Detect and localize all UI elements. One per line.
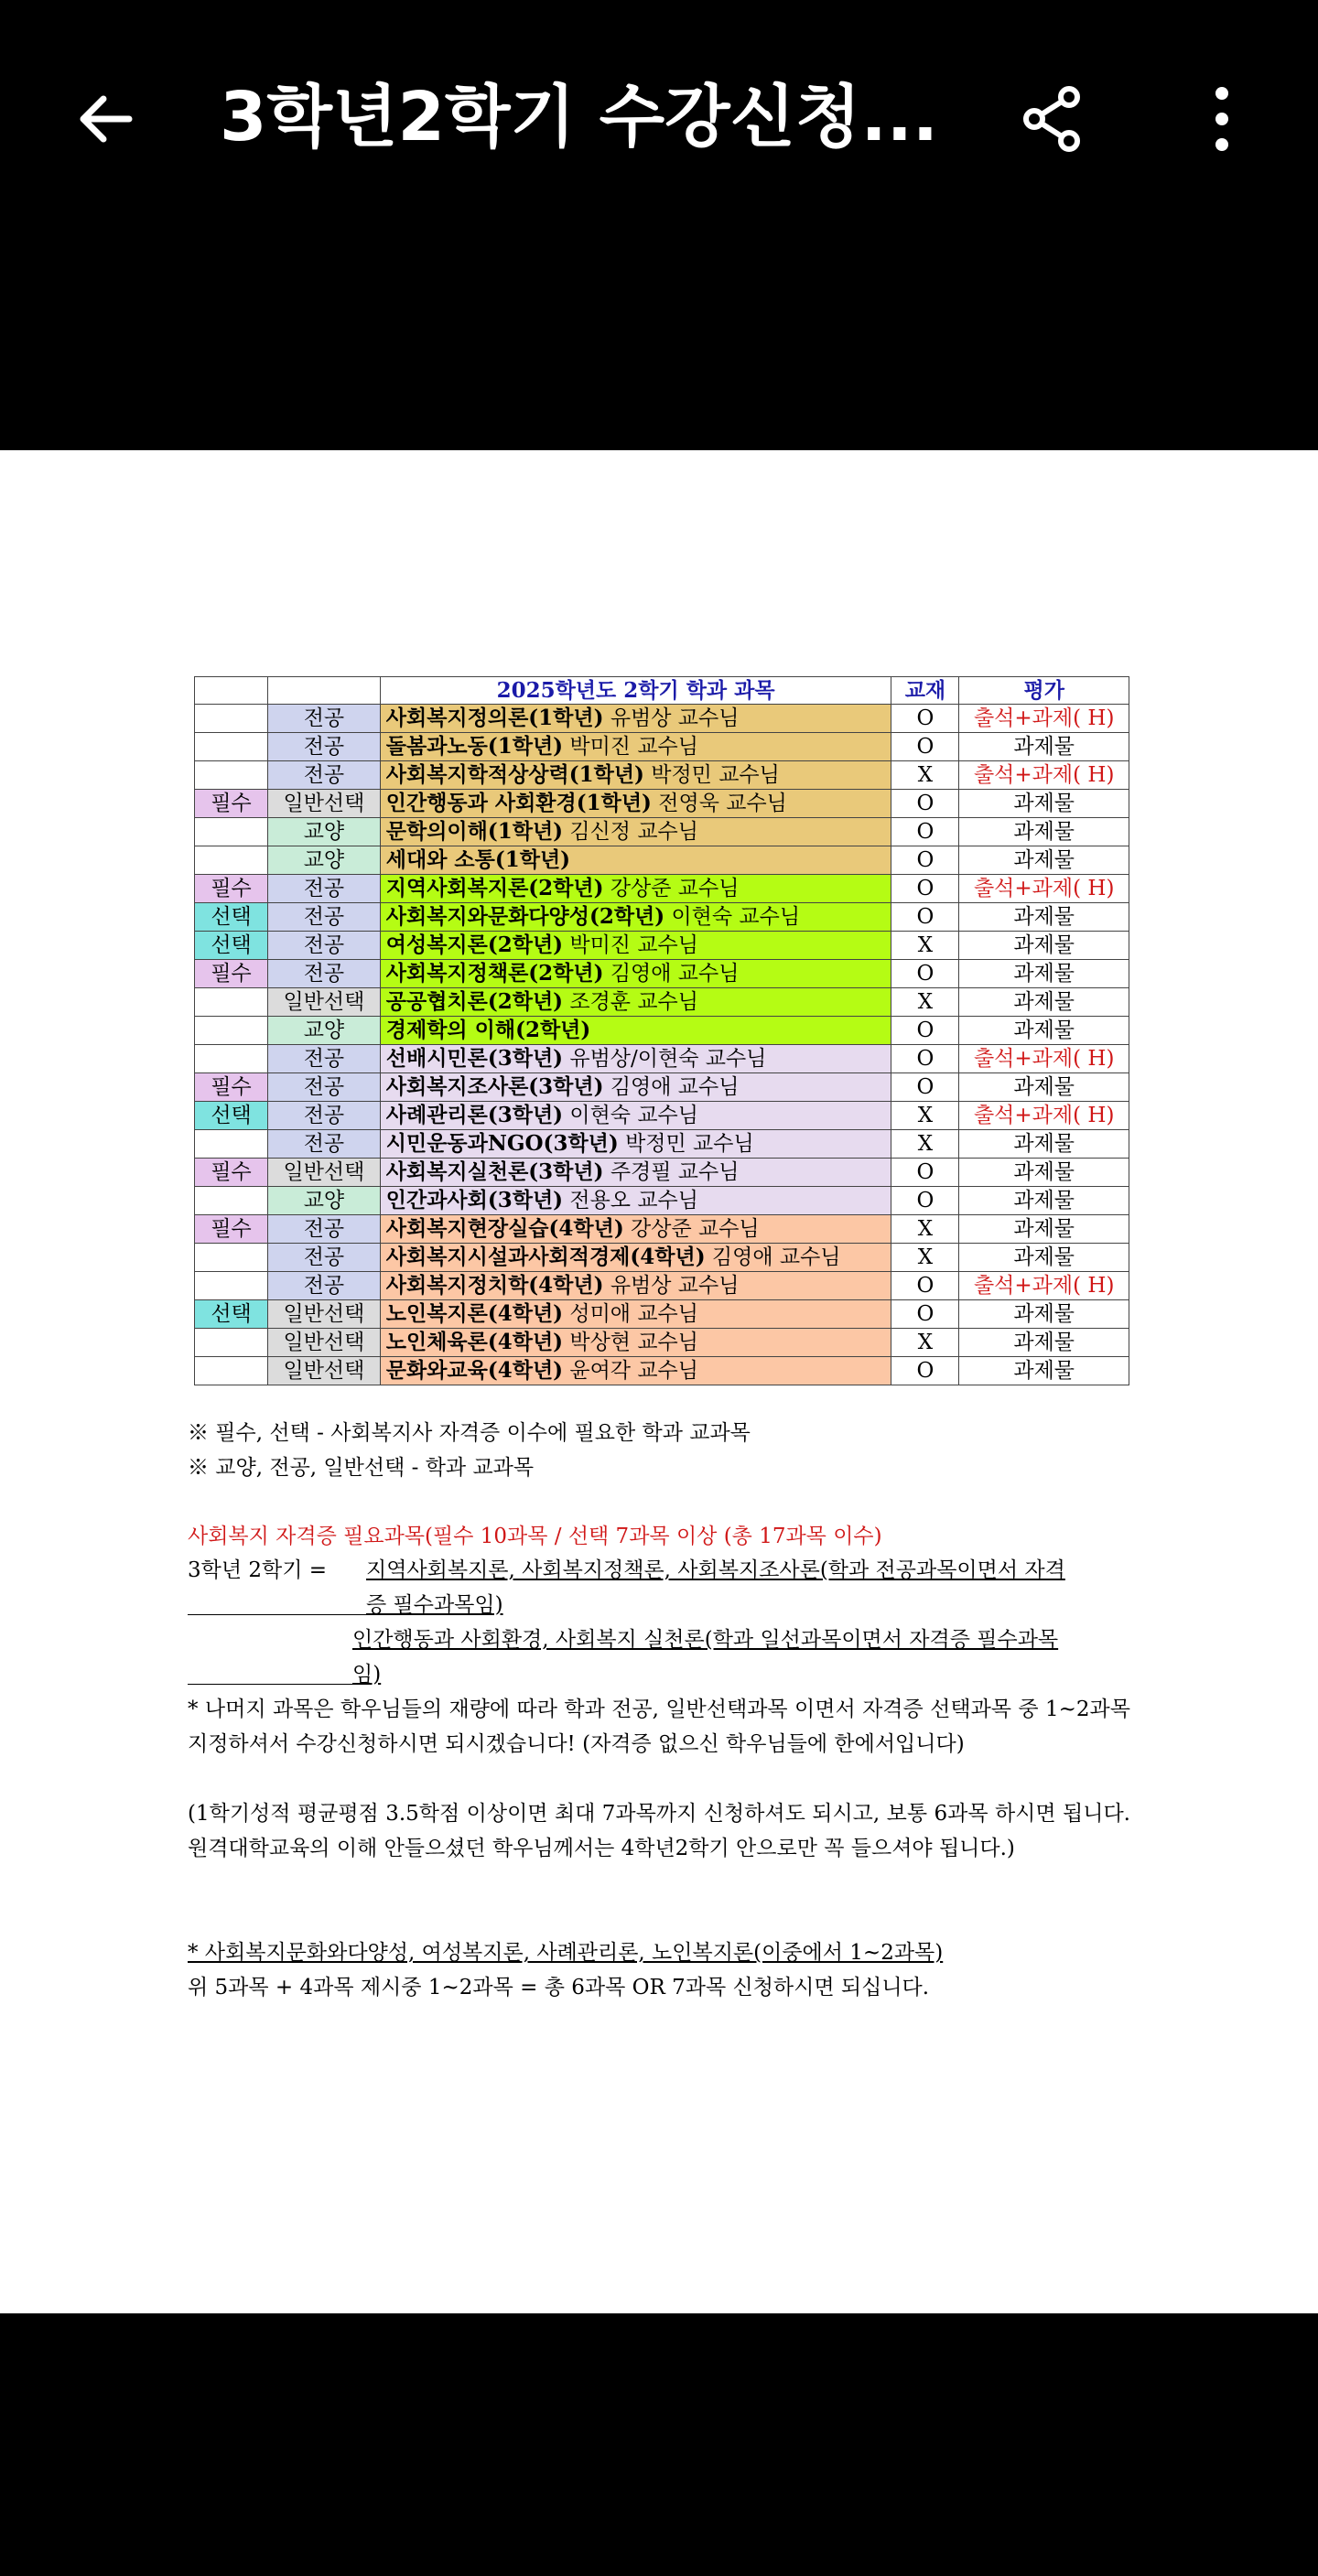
bottom-bar [0,2313,1318,2576]
cell-requirement: 필수 [195,1073,268,1102]
cell-textbook: O [891,903,959,932]
course-name: 사회복지조사론(3학년) [385,1074,604,1099]
course-name: 사례관리론(3학년) [385,1103,564,1127]
cell-requirement [195,705,268,733]
table-row [195,1329,1129,1357]
professor-name: 이현숙 교수님 [569,1104,698,1127]
col-book: 교재 [891,677,959,705]
cell-evaluation: 과제물 [959,1215,1129,1244]
table-row [195,903,1129,932]
cell-type: 전공 [268,875,381,903]
table-row [195,960,1129,988]
cell-requirement: 선택 [195,932,268,960]
course-name: 사회복지현장실습(4학년) [385,1216,624,1241]
cell-type: 전공 [268,1215,381,1244]
cell-requirement: 필수 [195,875,268,903]
cell-requirement [195,1329,268,1357]
cell-course [380,1329,891,1357]
cell-type: 일반선택 [268,1329,381,1357]
cell-evaluation: 과제물 [959,1130,1129,1159]
cell-textbook: X [891,1329,959,1357]
table-row [195,1244,1129,1272]
course-name: 사회복지정치학(4학년) [385,1273,604,1298]
table-row [195,1130,1129,1159]
cell-type: 전공 [268,705,381,733]
professor-name: 윤여각 교수님 [569,1359,698,1383]
cell-course [380,1045,891,1073]
cell-type: 교양 [268,1187,381,1215]
course-table [194,676,1129,1385]
professor-name: 김신정 교수님 [569,820,698,844]
arrow-left-icon [72,86,138,152]
cell-textbook: X [891,1130,959,1159]
document-page[interactable] [0,450,1318,2313]
course-name: 사회복지정의론(1학년) [385,706,604,730]
cell-course [380,903,891,932]
paragraph-remaining: * 나머지 과목은 학우님들의 재량에 따라 학과 전공, 일반선택과목 이면서 자격증 선택과목 중 1~2과목 지정하셔서 수강신청하시면 되시겠습니다! (자격증 없으신 학우님들에 한에서입니다) [188,1698,1130,1756]
cell-course [380,790,891,818]
course-name: 경제학의 이해(2학년) [385,1018,591,1042]
cell-requirement: 필수 [195,1215,268,1244]
professor-name: 유범상/이현숙 교수님 [569,1047,767,1071]
cell-type: 일반선택 [268,1357,381,1385]
cell-textbook: X [891,1215,959,1244]
note-required: ※ 필수, 선택 - 사회복지사 자격증 이수에 필요한 학과 교과목 [188,1421,751,1445]
cell-course [380,705,891,733]
table-row [195,1187,1129,1215]
professor-name: 이현숙 교수님 [671,905,801,929]
cell-type: 일반선택 [268,1300,381,1329]
cell-evaluation: 과제물 [959,846,1129,875]
share-icon [1016,82,1089,156]
cell-course [380,1073,891,1102]
cell-type: 교양 [268,846,381,875]
table-row [195,846,1129,875]
course-name: 인간과사회(3학년) [385,1188,564,1213]
cell-textbook: X [891,761,959,790]
cell-requirement [195,846,268,875]
professor-name: 유범상 교수님 [610,706,740,730]
cell-type: 전공 [268,960,381,988]
cell-evaluation: 과제물 [959,1300,1129,1329]
table-header-row [195,677,1129,705]
cell-course [380,761,891,790]
cell-course [380,1017,891,1045]
table-row [195,1102,1129,1130]
cell-requirement: 필수 [195,960,268,988]
course-name: 문화와교육(4학년) [385,1358,564,1383]
cell-evaluation: 과제물 [959,1073,1129,1102]
cell-textbook: O [891,960,959,988]
table-heading: 2025학년도 2학기 학과 과목 [380,677,891,705]
table-row [195,1300,1129,1329]
cell-type: 전공 [268,1244,381,1272]
course-name: 시민운동과NGO(3학년) [385,1131,619,1156]
cell-type: 전공 [268,1272,381,1300]
professor-name: 김영애 교수님 [610,1075,740,1099]
cell-requirement [195,733,268,761]
course-name: 지역사회복지론(2학년) [385,876,604,900]
cell-course [380,988,891,1017]
cell-course [380,1244,891,1272]
cell-evaluation: 과제물 [959,818,1129,846]
cell-type: 교양 [268,1017,381,1045]
course-name: 선배시민론(3학년) [385,1046,564,1071]
share-button[interactable] [1011,78,1094,160]
professor-name: 성미애 교수님 [569,1302,698,1326]
course-name: 노인복지론(4학년) [385,1301,564,1326]
course-name: 사회복지와문화다양성(2학년) [385,904,665,929]
professor-name: 박정민 교수님 [625,1132,754,1156]
semester-label: 3학년 2학기 = [188,1558,328,1582]
professor-name: 박정민 교수님 [651,763,780,787]
back-button[interactable] [64,78,146,160]
cell-requirement: 선택 [195,1102,268,1130]
cell-course [380,818,891,846]
table-row [195,1073,1129,1102]
table-row [195,1045,1129,1073]
cell-course [380,932,891,960]
professor-name: 박미진 교수님 [569,735,698,759]
cell-course [380,1130,891,1159]
cell-requirement: 필수 [195,1159,268,1187]
page-title: 3학년2학기 수강신청... [220,78,938,156]
table-row [195,1215,1129,1244]
cell-course [380,846,891,875]
cell-type: 일반선택 [268,790,381,818]
cell-textbook: O [891,1159,959,1187]
cell-course [380,1159,891,1187]
cell-course [380,1272,891,1300]
cell-textbook: O [891,1357,959,1385]
cell-requirement [195,1357,268,1385]
professor-name: 조경훈 교수님 [569,990,698,1014]
course-name: 노인체육론(4학년) [385,1330,564,1354]
required-list-2: 인간행동과 사회환경, 사회복지 실천론(학과 일선과목이면서 자격증 필수과목 [352,1628,1059,1652]
cell-evaluation: 과제물 [959,988,1129,1017]
cell-textbook: X [891,988,959,1017]
cell-type: 전공 [268,903,381,932]
course-name: 사회복지실천론(3학년) [385,1159,604,1184]
cell-evaluation: 과제물 [959,932,1129,960]
cell-evaluation: 과제물 [959,733,1129,761]
cell-evaluation: 출석+과제( H) [959,1272,1129,1300]
cell-textbook: O [891,790,959,818]
cell-evaluation: 과제물 [959,790,1129,818]
cell-course [380,1357,891,1385]
cell-requirement [195,818,268,846]
cell-evaluation: 출석+과제( H) [959,761,1129,790]
cell-course [380,1102,891,1130]
cell-type: 전공 [268,1073,381,1102]
cell-evaluation: 과제물 [959,1159,1129,1187]
professor-name: 유범상 교수님 [610,1274,740,1298]
table-row [195,733,1129,761]
professor-name: 전영욱 교수님 [658,792,787,815]
cell-evaluation: 과제물 [959,1187,1129,1215]
course-name: 공공협치론(2학년) [385,989,564,1014]
professor-name: 김영애 교수님 [711,1245,841,1269]
paragraph-gpa: (1학기성적 평균평점 3.5학점 이상이면 최대 7과목까지 신청하셔도 되시고, 보통 6과목 하시면 됩니다. 원격대학교육의 이해 안들으셨던 학우님께서는 4학년2학기 안으로만 꼭 들으셔야 됩니다.) [188,1802,1130,1860]
professor-name: 박상현 교수님 [569,1331,698,1354]
professor-name: 전용오 교수님 [569,1189,698,1213]
cell-requirement [195,1130,268,1159]
course-name: 사회복지정책론(2학년) [385,961,604,986]
cell-evaluation: 과제물 [959,1357,1129,1385]
cell-textbook: O [891,846,959,875]
course-name: 돌봄과노동(1학년) [385,734,564,759]
course-name: 사회복지시설과사회적경제(4학년) [385,1245,706,1269]
cell-course [380,960,891,988]
cell-course [380,1300,891,1329]
cell-type: 전공 [268,733,381,761]
cell-textbook: O [891,733,959,761]
cell-evaluation: 과제물 [959,1329,1129,1357]
more-options-button[interactable] [1185,78,1259,160]
professor-name: 박미진 교수님 [569,933,698,957]
cell-evaluation: 과제물 [959,903,1129,932]
cell-evaluation: 출석+과제( H) [959,1102,1129,1130]
cell-requirement [195,761,268,790]
cell-evaluation: 과제물 [959,1017,1129,1045]
table-row [195,1272,1129,1300]
course-name: 문학의이해(1학년) [385,819,564,844]
cell-course [380,1187,891,1215]
cell-textbook: O [891,1045,959,1073]
cell-type: 전공 [268,932,381,960]
professor-name: 김영애 교수님 [610,962,740,986]
cell-requirement [195,988,268,1017]
course-name: 여성복지론(2학년) [385,932,564,957]
table-row [195,790,1129,818]
cell-requirement [195,1045,268,1073]
table-row [195,705,1129,733]
course-name: 세대와 소통(1학년) [385,847,571,872]
cell-type: 일반선택 [268,988,381,1017]
table-row [195,1357,1129,1385]
cell-evaluation: 출석+과제( H) [959,705,1129,733]
summary: 위 5과목 + 4과목 제시중 1~2과목 = 총 6과목 OR 7과목 신청하시면 되십니다. [188,1976,930,1999]
professor-name: 강상준 교수님 [631,1217,760,1241]
cell-type: 전공 [268,761,381,790]
cell-textbook: O [891,1272,959,1300]
cert-title: 사회복지 자격증 필요과목(필수 10과목 / 선택 7과목 이상 (총 17과목 이수) [188,1525,882,1548]
table-row [195,818,1129,846]
cell-type: 전공 [268,1130,381,1159]
cell-type: 전공 [268,1102,381,1130]
cell-textbook: O [891,1017,959,1045]
table-row [195,932,1129,960]
table-row [195,1017,1129,1045]
cell-type: 일반선택 [268,1159,381,1187]
cell-requirement [195,1244,268,1272]
cell-textbook: O [891,705,959,733]
table-row [195,761,1129,790]
cell-textbook: O [891,875,959,903]
table-row [195,1159,1129,1187]
cell-course [380,875,891,903]
cell-evaluation: 출석+과제( H) [959,1045,1129,1073]
cell-requirement: 선택 [195,1300,268,1329]
cell-textbook: O [891,1073,959,1102]
cell-textbook: X [891,1244,959,1272]
cell-requirement [195,1272,268,1300]
table-row [195,988,1129,1017]
cell-type: 전공 [268,1045,381,1073]
cell-requirement: 선택 [195,903,268,932]
professor-name: 강상준 교수님 [610,877,740,900]
required-list-2b: 임) [352,1663,382,1687]
cell-requirement [195,1017,268,1045]
cell-textbook: O [891,818,959,846]
cell-textbook: O [891,1187,959,1215]
cell-textbook: X [891,932,959,960]
cell-evaluation: 출석+과제( H) [959,875,1129,903]
professor-name: 주경필 교수님 [610,1160,740,1184]
cell-textbook: X [891,1102,959,1130]
elective-list: * 사회복지문화와다양성, 여성복지론, 사례관리론, 노인복지론(이중에서 1~2과목) [188,1941,944,1965]
table-row [195,875,1129,903]
note-categories: ※ 교양, 전공, 일반선택 - 학과 교과목 [188,1456,535,1480]
course-name: 인간행동과 사회환경(1학년) [385,791,652,815]
app-toolbar [0,0,1318,450]
required-list-1b: 증 필수과목임) [366,1593,503,1617]
cell-type: 교양 [268,818,381,846]
cell-evaluation: 과제물 [959,1244,1129,1272]
more-vertical-icon [1208,82,1236,156]
cell-course [380,1215,891,1244]
col-eval: 평가 [959,677,1129,705]
required-list-1: 지역사회복지론, 사회복지정책론, 사회복지조사론(학과 전공과목이면서 자격 [366,1558,1065,1582]
cell-requirement: 필수 [195,790,268,818]
cell-course [380,733,891,761]
cell-textbook: O [891,1300,959,1329]
course-name: 사회복지학적상상력(1학년) [385,762,644,787]
cell-evaluation: 과제물 [959,960,1129,988]
cell-requirement [195,1187,268,1215]
